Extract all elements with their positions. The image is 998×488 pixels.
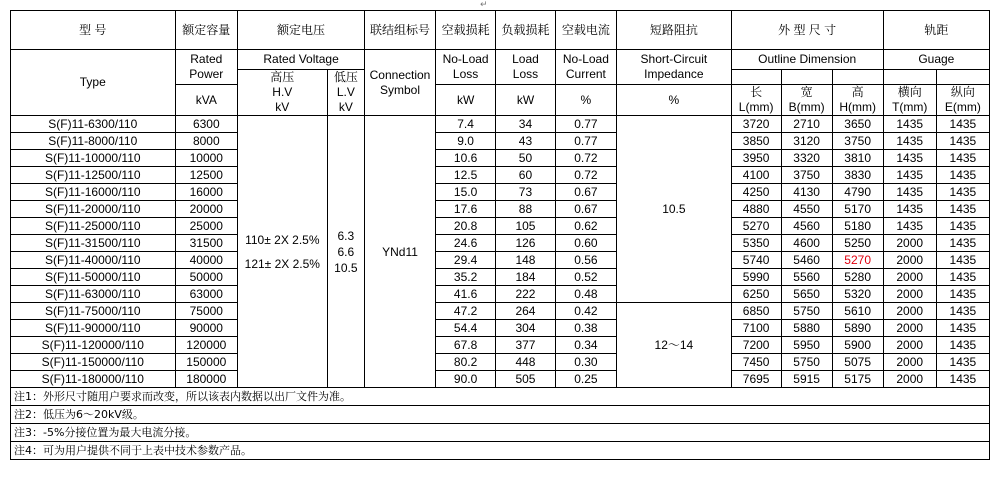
header-gauge-cn: 轨距 bbox=[883, 11, 989, 50]
cell-b: 3320 bbox=[781, 150, 832, 167]
cell-noload: 7.4 bbox=[435, 116, 495, 133]
cell-b: 4130 bbox=[781, 184, 832, 201]
header-width-unit: B(mm) bbox=[788, 100, 825, 114]
cell-load: 304 bbox=[496, 320, 555, 337]
cell-current: 0.48 bbox=[555, 286, 616, 303]
header-transverse bbox=[883, 85, 936, 116]
cell-l: 7100 bbox=[731, 320, 781, 337]
cell-noload: 12.5 bbox=[435, 167, 495, 184]
cell-e: 1435 bbox=[936, 269, 989, 286]
cell-type: S(F)11-63000/110 bbox=[11, 286, 176, 303]
cell-noload: 80.2 bbox=[435, 354, 495, 371]
cell-power: 31500 bbox=[175, 235, 237, 252]
cell-b: 5560 bbox=[781, 269, 832, 286]
header-impedance-en-line2: Impedance bbox=[644, 67, 704, 81]
table-row bbox=[11, 150, 990, 167]
cell-load: 73 bbox=[496, 184, 555, 201]
cell-type: S(F)11-150000/110 bbox=[11, 354, 176, 371]
header-current-en-line2: Current bbox=[565, 67, 606, 81]
header-length bbox=[731, 85, 781, 116]
note-text: 注3：-5%分接位置为最大电流分接。 bbox=[11, 424, 990, 442]
cell-hv-merged bbox=[238, 116, 328, 388]
table-row bbox=[11, 320, 990, 337]
header-noload-en-line2: Loss bbox=[452, 67, 479, 81]
header-height-cn: 高 bbox=[851, 85, 864, 99]
header-current-en bbox=[555, 50, 616, 85]
header-current-cn: 空载电流 bbox=[555, 11, 616, 50]
cell-load: 50 bbox=[496, 150, 555, 167]
header-transverse-cn: 横向 bbox=[897, 85, 922, 99]
cell-power: 40000 bbox=[175, 252, 237, 269]
cell-b: 3120 bbox=[781, 133, 832, 150]
header-conn-en bbox=[365, 50, 436, 116]
cell-current: 0.62 bbox=[555, 218, 616, 235]
cell-noload: 35.2 bbox=[435, 269, 495, 286]
header-dim-gap-b bbox=[781, 70, 832, 85]
hv-value: 110± 2X 2.5% bbox=[245, 232, 320, 247]
header-impedance-en-line1: Short-Circuit bbox=[640, 52, 708, 66]
header-power-cn: 额定容量 bbox=[175, 11, 237, 50]
header-gauge-gap-t bbox=[883, 70, 936, 85]
table-row bbox=[11, 201, 990, 218]
cell-lv-merged bbox=[327, 116, 365, 388]
cell-b: 5950 bbox=[781, 337, 832, 354]
cell-power: 12500 bbox=[175, 167, 237, 184]
cell-type: S(F)11-25000/110 bbox=[11, 218, 176, 235]
cell-current: 0.77 bbox=[555, 133, 616, 150]
cell-current: 0.42 bbox=[555, 303, 616, 320]
cell-t: 1435 bbox=[883, 201, 936, 218]
table-row bbox=[11, 286, 990, 303]
header-noload-unit: kW bbox=[435, 85, 495, 116]
header-lv-unit: kV bbox=[338, 100, 353, 114]
header-dim-gap-h bbox=[832, 70, 883, 85]
cell-e: 1435 bbox=[936, 337, 989, 354]
cell-type: S(F)11-12500/110 bbox=[11, 167, 176, 184]
cell-type: S(F)11-75000/110 bbox=[11, 303, 176, 320]
cell-b: 4600 bbox=[781, 235, 832, 252]
cell-current: 0.67 bbox=[555, 201, 616, 218]
cell-h: 5250 bbox=[832, 235, 883, 252]
cell-b: 5750 bbox=[781, 354, 832, 371]
cell-type: S(F)11-6300/110 bbox=[11, 116, 176, 133]
table-row bbox=[11, 354, 990, 371]
cell-e: 1435 bbox=[936, 150, 989, 167]
cell-current: 0.72 bbox=[555, 167, 616, 184]
cell-e: 1435 bbox=[936, 167, 989, 184]
cell-b: 5460 bbox=[781, 252, 832, 269]
cell-current: 0.72 bbox=[555, 150, 616, 167]
cell-t: 2000 bbox=[883, 371, 936, 388]
cell-b: 5915 bbox=[781, 371, 832, 388]
header-load-cn: 负载损耗 bbox=[496, 11, 555, 50]
cell-t: 2000 bbox=[883, 337, 936, 354]
note-row bbox=[11, 442, 990, 460]
cell-load: 505 bbox=[496, 371, 555, 388]
cell-e: 1435 bbox=[936, 116, 989, 133]
header-type-cn: 型 号 bbox=[11, 11, 176, 50]
transformer-spec-table bbox=[10, 10, 990, 460]
header-length-unit: L(mm) bbox=[738, 100, 774, 114]
header-power-en bbox=[175, 50, 237, 85]
header-longitudinal-cn: 纵向 bbox=[950, 85, 975, 99]
cell-power: 16000 bbox=[175, 184, 237, 201]
header-load-en-line1: Load bbox=[512, 52, 539, 66]
header-lv-en: L.V bbox=[336, 85, 355, 99]
header-type-en: Type bbox=[11, 50, 176, 116]
cell-type: S(F)11-16000/110 bbox=[11, 184, 176, 201]
header-gauge-gap-e bbox=[936, 70, 989, 85]
cell-e: 1435 bbox=[936, 218, 989, 235]
cell-h-highlighted: 5270 bbox=[832, 252, 883, 269]
cell-type: S(F)11-180000/110 bbox=[11, 371, 176, 388]
table-row bbox=[11, 116, 990, 133]
cell-type: S(F)11-20000/110 bbox=[11, 201, 176, 218]
header-noload-en-line1: No-Load bbox=[442, 52, 489, 66]
cell-b: 4560 bbox=[781, 218, 832, 235]
cell-l: 5740 bbox=[731, 252, 781, 269]
header-longitudinal bbox=[936, 85, 989, 116]
cell-h: 3830 bbox=[832, 167, 883, 184]
header-voltage-en: Rated Voltage bbox=[238, 50, 365, 70]
header-hv-en: H.V bbox=[272, 85, 293, 99]
cell-b: 5650 bbox=[781, 286, 832, 303]
cell-h: 5075 bbox=[832, 354, 883, 371]
cell-current: 0.52 bbox=[555, 269, 616, 286]
cell-noload: 15.0 bbox=[435, 184, 495, 201]
cell-l: 5270 bbox=[731, 218, 781, 235]
cell-t: 1435 bbox=[883, 133, 936, 150]
note-text: 注1：外形尺寸随用户要求而改变，所以该表内数据以出厂文件为准。 bbox=[11, 388, 990, 406]
cell-l: 3720 bbox=[731, 116, 781, 133]
cell-noload: 67.8 bbox=[435, 337, 495, 354]
cell-type: S(F)11-8000/110 bbox=[11, 133, 176, 150]
cell-power: 63000 bbox=[175, 286, 237, 303]
cell-l: 4880 bbox=[731, 201, 781, 218]
cell-power: 50000 bbox=[175, 269, 237, 286]
cell-load: 222 bbox=[496, 286, 555, 303]
header-voltage-cn: 额定电压 bbox=[238, 11, 365, 50]
cell-l: 7695 bbox=[731, 371, 781, 388]
cell-connection-merged: YNd11 bbox=[365, 116, 436, 388]
table-row bbox=[11, 252, 990, 269]
cell-l: 7450 bbox=[731, 354, 781, 371]
cell-t: 1435 bbox=[883, 167, 936, 184]
cell-power: 120000 bbox=[175, 337, 237, 354]
cell-type: S(F)11-120000/110 bbox=[11, 337, 176, 354]
header-impedance-cn: 短路阻抗 bbox=[617, 11, 732, 50]
header-conn-en-line1: Connection bbox=[369, 67, 431, 82]
cell-l: 6250 bbox=[731, 286, 781, 303]
cell-h: 5170 bbox=[832, 201, 883, 218]
cell-l: 5990 bbox=[731, 269, 781, 286]
cell-e: 1435 bbox=[936, 371, 989, 388]
cell-l: 3950 bbox=[731, 150, 781, 167]
cell-power: 6300 bbox=[175, 116, 237, 133]
cell-h: 5280 bbox=[832, 269, 883, 286]
header-conn-en-line2: Symbol bbox=[379, 82, 420, 97]
header-dimension-cn: 外 型 尺 寸 bbox=[731, 11, 883, 50]
cell-load: 148 bbox=[496, 252, 555, 269]
cell-l: 7200 bbox=[731, 337, 781, 354]
cell-load: 377 bbox=[496, 337, 555, 354]
cell-current: 0.34 bbox=[555, 337, 616, 354]
cell-e: 1435 bbox=[936, 303, 989, 320]
header-row-cn bbox=[11, 11, 990, 50]
table-row bbox=[11, 337, 990, 354]
cell-b: 5750 bbox=[781, 303, 832, 320]
cell-power: 10000 bbox=[175, 150, 237, 167]
cell-load: 264 bbox=[496, 303, 555, 320]
header-lv-cn: 低压 bbox=[333, 70, 358, 84]
cell-e: 1435 bbox=[936, 320, 989, 337]
cell-e: 1435 bbox=[936, 354, 989, 371]
table-row bbox=[11, 303, 990, 320]
cell-l: 3850 bbox=[731, 133, 781, 150]
lv-value: 10.5 bbox=[334, 260, 358, 275]
cell-l: 6850 bbox=[731, 303, 781, 320]
cell-t: 2000 bbox=[883, 269, 936, 286]
header-conn-cn: 联结组标号 bbox=[365, 11, 436, 50]
cell-noload: 20.8 bbox=[435, 218, 495, 235]
cell-b: 4550 bbox=[781, 201, 832, 218]
cell-h: 3810 bbox=[832, 150, 883, 167]
cell-power: 25000 bbox=[175, 218, 237, 235]
header-dimension-en: Outline Dimension bbox=[731, 50, 883, 70]
cell-current: 0.56 bbox=[555, 252, 616, 269]
cell-noload: 24.6 bbox=[435, 235, 495, 252]
cell-noload: 90.0 bbox=[435, 371, 495, 388]
header-hv-cn: 高压 bbox=[270, 70, 295, 84]
cell-b: 3750 bbox=[781, 167, 832, 184]
cell-t: 2000 bbox=[883, 354, 936, 371]
cell-h: 5175 bbox=[832, 371, 883, 388]
cell-noload: 17.6 bbox=[435, 201, 495, 218]
header-row-en bbox=[11, 50, 990, 70]
cell-l: 4250 bbox=[731, 184, 781, 201]
cell-e: 1435 bbox=[936, 133, 989, 150]
cell-power: 75000 bbox=[175, 303, 237, 320]
header-gauge-en: Guage bbox=[883, 50, 989, 70]
cell-current: 0.25 bbox=[555, 371, 616, 388]
header-dim-gap-l bbox=[731, 70, 781, 85]
cell-t: 1435 bbox=[883, 150, 936, 167]
cell-current: 0.60 bbox=[555, 235, 616, 252]
cell-t: 1435 bbox=[883, 184, 936, 201]
cell-t: 2000 bbox=[883, 252, 936, 269]
header-width-cn: 宽 bbox=[800, 85, 813, 99]
cell-impedance-a: 10.5 bbox=[617, 116, 732, 303]
cell-e: 1435 bbox=[936, 286, 989, 303]
cell-b: 5880 bbox=[781, 320, 832, 337]
header-noload-en bbox=[435, 50, 495, 85]
cell-power: 150000 bbox=[175, 354, 237, 371]
hv-value: 121± 2X 2.5% bbox=[244, 256, 320, 271]
note-row bbox=[11, 388, 990, 406]
header-power-en-line1: Rated bbox=[190, 52, 223, 66]
cell-load: 105 bbox=[496, 218, 555, 235]
cell-t: 1435 bbox=[883, 218, 936, 235]
cell-noload: 9.0 bbox=[435, 133, 495, 150]
cell-e: 1435 bbox=[936, 184, 989, 201]
paragraph-mark: ↵ bbox=[480, 0, 488, 10]
cell-load: 34 bbox=[496, 116, 555, 133]
cell-noload: 47.2 bbox=[435, 303, 495, 320]
cell-impedance-b: 12～14 bbox=[617, 303, 732, 388]
cell-load: 43 bbox=[496, 133, 555, 150]
cell-b: 2710 bbox=[781, 116, 832, 133]
header-load-en-line2: Loss bbox=[512, 67, 539, 81]
table-row bbox=[11, 167, 990, 184]
cell-l: 5350 bbox=[731, 235, 781, 252]
cell-h: 3750 bbox=[832, 133, 883, 150]
cell-power: 90000 bbox=[175, 320, 237, 337]
header-impedance-en bbox=[617, 50, 732, 85]
header-hv bbox=[238, 70, 328, 116]
cell-power: 8000 bbox=[175, 133, 237, 150]
cell-h: 4790 bbox=[832, 184, 883, 201]
header-height-unit: H(mm) bbox=[839, 100, 876, 114]
cell-h: 3650 bbox=[832, 116, 883, 133]
header-current-en-line1: No-Load bbox=[562, 52, 609, 66]
cell-current: 0.38 bbox=[555, 320, 616, 337]
lv-value: 6.3 bbox=[337, 228, 355, 243]
cell-h: 5890 bbox=[832, 320, 883, 337]
header-height bbox=[832, 85, 883, 116]
cell-noload: 10.6 bbox=[435, 150, 495, 167]
header-transverse-unit: T(mm) bbox=[892, 100, 928, 114]
cell-type: S(F)11-10000/110 bbox=[11, 150, 176, 167]
header-width bbox=[781, 85, 832, 116]
cell-noload: 41.6 bbox=[435, 286, 495, 303]
cell-current: 0.67 bbox=[555, 184, 616, 201]
note-text: 注2：低压为6～20kV级。 bbox=[11, 406, 990, 424]
table-row bbox=[11, 133, 990, 150]
note-row bbox=[11, 406, 990, 424]
cell-type: S(F)11-40000/110 bbox=[11, 252, 176, 269]
header-noload-cn: 空载损耗 bbox=[435, 11, 495, 50]
table-row bbox=[11, 269, 990, 286]
header-hv-unit: kV bbox=[275, 100, 290, 114]
header-load-en bbox=[496, 50, 555, 85]
cell-h: 5900 bbox=[832, 337, 883, 354]
cell-current: 0.77 bbox=[555, 116, 616, 133]
cell-t: 2000 bbox=[883, 320, 936, 337]
header-length-cn: 长 bbox=[750, 85, 763, 99]
header-current-unit: % bbox=[555, 85, 616, 116]
spec-table-container bbox=[10, 10, 990, 460]
cell-e: 1435 bbox=[936, 235, 989, 252]
note-text: 注4：可为用户提供不同于上表中技术参数产品。 bbox=[11, 442, 990, 460]
cell-load: 126 bbox=[496, 235, 555, 252]
header-power-en-line2: Power bbox=[189, 67, 224, 81]
cell-noload: 54.4 bbox=[435, 320, 495, 337]
cell-h: 5610 bbox=[832, 303, 883, 320]
cell-load: 60 bbox=[496, 167, 555, 184]
cell-power: 20000 bbox=[175, 201, 237, 218]
cell-power: 180000 bbox=[175, 371, 237, 388]
cell-noload: 29.4 bbox=[435, 252, 495, 269]
cell-h: 5180 bbox=[832, 218, 883, 235]
cell-t: 2000 bbox=[883, 235, 936, 252]
note-row bbox=[11, 424, 990, 442]
header-load-unit: kW bbox=[496, 85, 555, 116]
header-longitudinal-unit: E(mm) bbox=[944, 100, 981, 114]
cell-load: 184 bbox=[496, 269, 555, 286]
table-row bbox=[11, 235, 990, 252]
lv-value: 6.6 bbox=[337, 244, 355, 259]
cell-t: 2000 bbox=[883, 303, 936, 320]
cell-l: 4100 bbox=[731, 167, 781, 184]
cell-current: 0.30 bbox=[555, 354, 616, 371]
cell-type: S(F)11-50000/110 bbox=[11, 269, 176, 286]
cell-t: 2000 bbox=[883, 286, 936, 303]
cell-type: S(F)11-31500/110 bbox=[11, 235, 176, 252]
cell-t: 1435 bbox=[883, 116, 936, 133]
table-row bbox=[11, 184, 990, 201]
cell-load: 448 bbox=[496, 354, 555, 371]
table-row bbox=[11, 218, 990, 235]
header-lv bbox=[327, 70, 365, 116]
header-impedance-unit: % bbox=[617, 85, 732, 116]
cell-load: 88 bbox=[496, 201, 555, 218]
cell-h: 5320 bbox=[832, 286, 883, 303]
header-power-unit: kVA bbox=[175, 85, 237, 116]
table-row bbox=[11, 371, 990, 388]
cell-e: 1435 bbox=[936, 201, 989, 218]
cell-e: 1435 bbox=[936, 252, 989, 269]
cell-type: S(F)11-90000/110 bbox=[11, 320, 176, 337]
